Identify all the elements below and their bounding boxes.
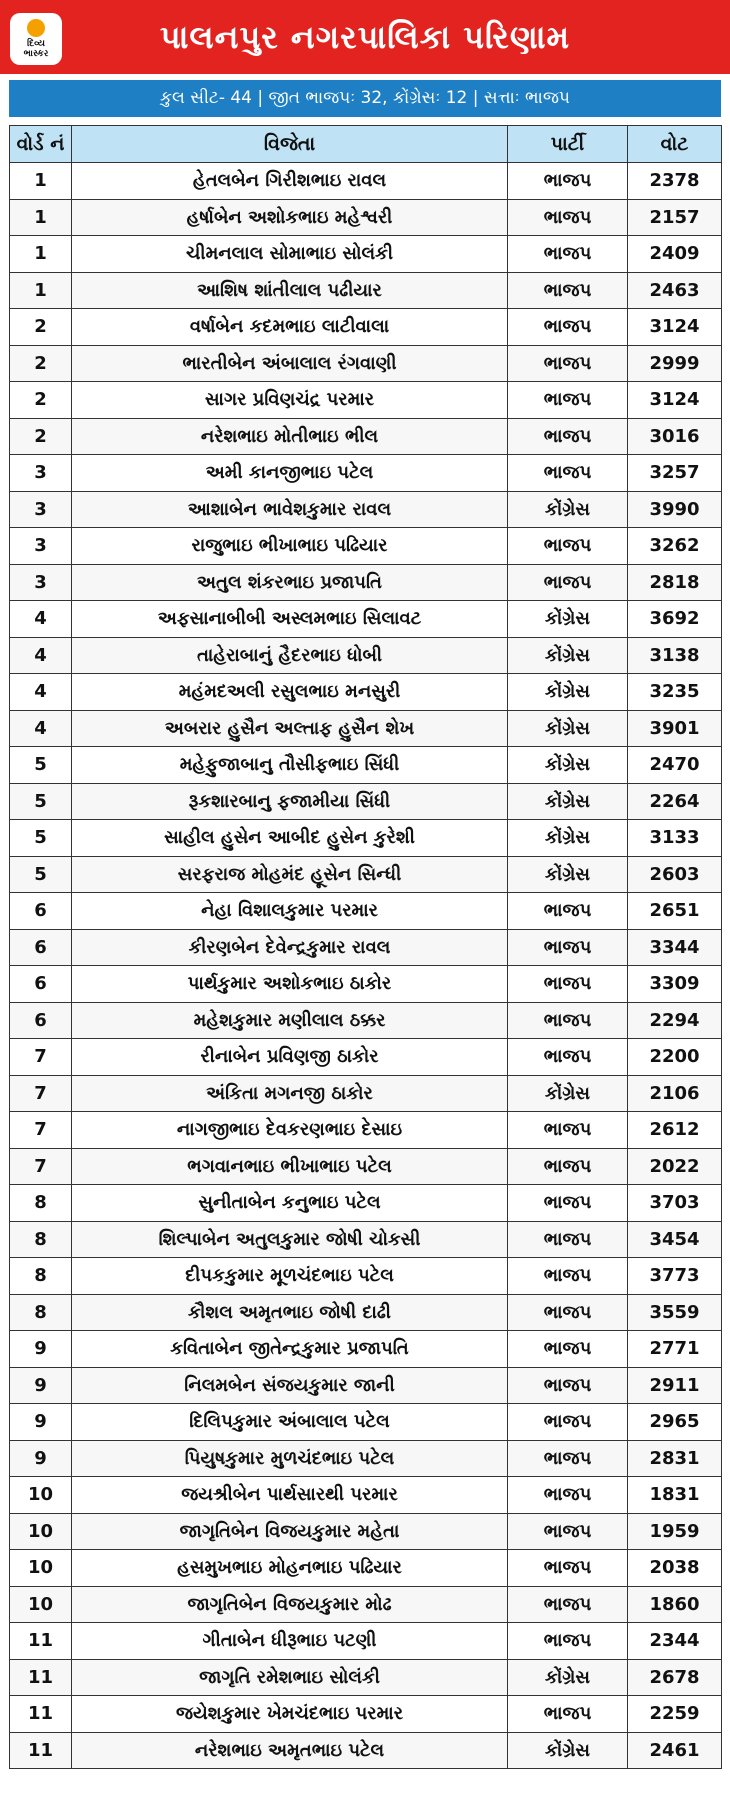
table-row [10,856,722,893]
table-row [10,345,722,382]
winner-name-cell: નરેશભાઇ મોતીભાઇ ભીલ [72,418,508,455]
winner-name-cell: નાગજીભાઇ દેવકરણભાઇ દેસાઇ [72,1112,508,1149]
party-cell: ભાજપ [508,1185,628,1222]
winner-name-cell: અફસાનાબીબી અસ્લમભાઇ સિલાવટ [72,601,508,638]
table-row [10,1221,722,1258]
winner-name-cell: કૌશલ અમૃતભાઇ જોષી દાઢી [72,1294,508,1331]
ward-no-cell: 10 [10,1550,72,1587]
party-cell: ભાજપ [508,309,628,346]
table-row [10,1440,722,1477]
party-cell: કોંગ્રેસ [508,491,628,528]
ward-no-cell: 6 [10,929,72,966]
votes-cell: 2259 [628,1696,722,1733]
winner-name-cell: મહેશકુમાર મણીલાલ ઠક્કર [72,1002,508,1039]
ward-no-cell: 1 [10,163,72,200]
table-row [10,272,722,309]
table-row [10,199,722,236]
party-cell: કોંગ્રેસ [508,1732,628,1769]
winner-name-cell: કીરણબેન દેવેન્દ્રકુમાર રાવલ [72,929,508,966]
winner-name-cell: નરેશભાઇ અમૃતભાઇ પટેલ [72,1732,508,1769]
votes-cell: 2831 [628,1440,722,1477]
ward-no-cell: 7 [10,1039,72,1076]
votes-cell: 2470 [628,747,722,784]
ward-no-cell: 8 [10,1258,72,1295]
party-cell: ભાજપ [508,1112,628,1149]
logo-text-line2: ભાસ્કર [23,49,49,59]
table-row [10,528,722,565]
votes-cell: 3901 [628,710,722,747]
winner-name-cell: ભારતીબેન અંબાલાલ રંગવાણી [72,345,508,382]
votes-cell: 3559 [628,1294,722,1331]
winner-name-cell: ચીમનલાલ સોમાભાઇ સોલંકી [72,236,508,273]
votes-cell: 2344 [628,1623,722,1660]
votes-cell: 2678 [628,1659,722,1696]
votes-cell: 3262 [628,528,722,565]
table-row [10,674,722,711]
winner-name-cell: ભગવાનભાઇ ભીખાભાઇ પટેલ [72,1148,508,1185]
winner-name-cell: હેતલબેન ગિરીશભાઇ રાવલ [72,163,508,200]
winner-name-cell: સાગર પ્રવિણચંદ્ર પરમાર [72,382,508,419]
votes-cell: 2409 [628,236,722,273]
party-cell: ભાજપ [508,272,628,309]
header-ward-no: વોર્ડ નં [10,126,72,163]
votes-cell: 2264 [628,783,722,820]
table-row [10,309,722,346]
table-row [10,455,722,492]
winner-name-cell: મહંમદઅલી રસુલભાઇ મનસુરી [72,674,508,711]
winner-name-cell: શિલ્પાબેન અતુલકુમાર જોષી ચોકસી [72,1221,508,1258]
votes-cell: 2911 [628,1367,722,1404]
party-cell: કોંગ્રેસ [508,601,628,638]
party-cell: ભાજપ [508,1550,628,1587]
party-cell: ભાજપ [508,1258,628,1295]
votes-cell: 3990 [628,491,722,528]
winner-name-cell: અંકિતા મગનજી ઠાકોર [72,1075,508,1112]
winner-name-cell: અમી કાનજીભાઇ પટેલ [72,455,508,492]
table-row [10,418,722,455]
winner-name-cell: જાગૃતિ રમેશભાઇ સોલંકી [72,1659,508,1696]
party-cell: કોંગ્રેસ [508,1075,628,1112]
table-row [10,564,722,601]
party-cell: કોંગ્રેસ [508,674,628,711]
votes-cell: 2038 [628,1550,722,1587]
ward-no-cell: 9 [10,1440,72,1477]
table-row [10,1258,722,1295]
party-cell: ભાજપ [508,1039,628,1076]
winner-name-cell: વર્ષાબેન કદમભાઇ લાટીવાલા [72,309,508,346]
table-row [10,601,722,638]
table-row [10,1623,722,1660]
table-row [10,1404,722,1441]
page-title: પાલનપુર નગરપાલિકા પરિણામ [159,18,571,56]
party-cell: ભાજપ [508,163,628,200]
ward-no-cell: 8 [10,1221,72,1258]
party-cell: ભાજપ [508,966,628,1003]
winner-name-cell: હસમુખભાઇ મોહનભાઇ પઢિયાર [72,1550,508,1587]
winner-name-cell: સાહીલ હુસેન આબીદ હુસેન કુરેશી [72,820,508,857]
ward-no-cell: 1 [10,236,72,273]
winner-name-cell: દીપકકુમાર મૂળચંદભાઇ પટેલ [72,1258,508,1295]
votes-cell: 2771 [628,1331,722,1368]
party-cell: ભાજપ [508,1404,628,1441]
table-row [10,747,722,784]
ward-no-cell: 11 [10,1696,72,1733]
ward-no-cell: 3 [10,528,72,565]
party-cell: ભાજપ [508,418,628,455]
votes-cell: 2651 [628,893,722,930]
party-cell: કોંગ્રેસ [508,637,628,674]
party-cell: ભાજપ [508,1367,628,1404]
table-row [10,1732,722,1769]
ward-no-cell: 8 [10,1294,72,1331]
winner-name-cell: નેહા વિશાલકુમાર પરમાર [72,893,508,930]
winner-name-cell: જાગૃતિબેન વિજયકુમાર મોઢ [72,1586,508,1623]
winner-name-cell: અતુલ શંકરભાઇ પ્રજાપતિ [72,564,508,601]
table-row [10,1294,722,1331]
ward-no-cell: 9 [10,1404,72,1441]
party-cell: ભાજપ [508,1148,628,1185]
party-cell: ભાજપ [508,345,628,382]
party-cell: ભાજપ [508,1696,628,1733]
ward-no-cell: 6 [10,1002,72,1039]
table-row [10,1586,722,1623]
ward-no-cell: 7 [10,1112,72,1149]
ward-no-cell: 2 [10,418,72,455]
ward-no-cell: 3 [10,455,72,492]
votes-cell: 3692 [628,601,722,638]
party-cell: ભાજપ [508,1002,628,1039]
table-row [10,966,722,1003]
table-row [10,1002,722,1039]
table-row [10,820,722,857]
ward-no-cell: 3 [10,564,72,601]
party-cell: ભાજપ [508,455,628,492]
votes-cell: 3773 [628,1258,722,1295]
votes-cell: 2200 [628,1039,722,1076]
table-row [10,1367,722,1404]
ward-no-cell: 1 [10,199,72,236]
party-cell: કોંગ્રેસ [508,856,628,893]
table-row [10,1550,722,1587]
table-row [10,710,722,747]
ward-no-cell: 11 [10,1732,72,1769]
winner-name-cell: આશાબેન ભાવેશકુમાર રાવલ [72,491,508,528]
ward-no-cell: 3 [10,491,72,528]
table-row [10,1477,722,1514]
party-cell: ભાજપ [508,1623,628,1660]
votes-cell: 3309 [628,966,722,1003]
party-cell: કોંગ્રેસ [508,1659,628,1696]
winner-name-cell: જયેશકુમાર ખેમચંદભાઇ પરમાર [72,1696,508,1733]
votes-cell: 2999 [628,345,722,382]
winner-name-cell: પિયુષકુમાર મુળચંદભાઇ પટેલ [72,1440,508,1477]
ward-no-cell: 7 [10,1075,72,1112]
winner-name-cell: આશિષ શાંતીલાલ પઢીયાર [72,272,508,309]
votes-cell: 3257 [628,455,722,492]
votes-cell: 2157 [628,199,722,236]
table-row [10,1513,722,1550]
party-cell: ભાજપ [508,1221,628,1258]
votes-cell: 1831 [628,1477,722,1514]
ward-no-cell: 11 [10,1623,72,1660]
header-party: પાર્ટી [508,126,628,163]
table-row [10,637,722,674]
votes-cell: 2294 [628,1002,722,1039]
votes-cell: 1959 [628,1513,722,1550]
party-cell: કોંગ્રેસ [508,783,628,820]
votes-cell: 3138 [628,637,722,674]
winner-name-cell: રાજુભાઇ ભીખાભાઇ પઢિયાર [72,528,508,565]
ward-no-cell: 4 [10,601,72,638]
party-cell: ભાજપ [508,1331,628,1368]
winner-name-cell: રૂકશારબાનુ ફજામીયા સિંધી [72,783,508,820]
votes-cell: 3454 [628,1221,722,1258]
header-winner: વિજેતા [72,126,508,163]
votes-cell: 2461 [628,1732,722,1769]
votes-cell: 2612 [628,1112,722,1149]
ward-no-cell: 2 [10,345,72,382]
logo-text-line1: દિવ્ય [27,39,45,49]
votes-cell: 3016 [628,418,722,455]
ward-no-cell: 1 [10,272,72,309]
votes-cell: 3124 [628,382,722,419]
party-cell: ભાજપ [508,1477,628,1514]
party-cell: ભાજપ [508,1513,628,1550]
votes-cell: 2106 [628,1075,722,1112]
header-banner [0,0,730,74]
winner-name-cell: મહેફુજાબાનુ તૌસીફભાઇ સિંધી [72,747,508,784]
table-row [10,491,722,528]
ward-no-cell: 6 [10,893,72,930]
ward-no-cell: 4 [10,674,72,711]
ward-no-cell: 5 [10,820,72,857]
party-cell: કોંગ્રેસ [508,820,628,857]
ward-no-cell: 11 [10,1659,72,1696]
winner-name-cell: સરફરાજ મોહમંદ હૂસેન સિન્ધી [72,856,508,893]
table-row [10,236,722,273]
votes-cell: 3344 [628,929,722,966]
party-cell: ભાજપ [508,199,628,236]
votes-cell: 2022 [628,1148,722,1185]
winner-name-cell: કવિતાબેન જીતેન્દ્રકુમાર પ્રજાપતિ [72,1331,508,1368]
table-row [10,1696,722,1733]
summary-bar: કુલ સીટ- 44 | જીત ભાજપઃ 32, કોંગ્રેસઃ 12 | સત્તાઃ ભાજપ [9,80,721,117]
party-cell: ભાજપ [508,1440,628,1477]
ward-no-cell: 10 [10,1513,72,1550]
ward-no-cell: 8 [10,1185,72,1222]
table-row [10,1659,722,1696]
ward-no-cell: 2 [10,309,72,346]
party-cell: ભાજપ [508,1586,628,1623]
ward-no-cell: 10 [10,1477,72,1514]
party-cell: ભાજપ [508,564,628,601]
winner-name-cell: પાર્થકુમાર અશોકભાઇ ઠાકોર [72,966,508,1003]
results-table [9,125,722,1769]
votes-cell: 3235 [628,674,722,711]
winner-name-cell: ગીતાબેન ધીરૂભાઇ પટણી [72,1623,508,1660]
party-cell: ભાજપ [508,1294,628,1331]
table-row [10,1112,722,1149]
party-cell: ભાજપ [508,528,628,565]
party-cell: કોંગ્રેસ [508,747,628,784]
winner-name-cell: જયશ્રીબેન પાર્થસારથી પરમાર [72,1477,508,1514]
header-votes: વોટ [628,126,722,163]
ward-no-cell: 2 [10,382,72,419]
votes-cell: 3133 [628,820,722,857]
votes-cell: 2603 [628,856,722,893]
winner-name-cell: હર્ષાબેન અશોકભાઇ મહેશ્વરી [72,199,508,236]
winner-name-cell: દિલિપકુમાર અંબાલાલ પટેલ [72,1404,508,1441]
table-row [10,1185,722,1222]
winner-name-cell: રીનાબેન પ્રવિણજી ઠાકોર [72,1039,508,1076]
ward-no-cell: 7 [10,1148,72,1185]
votes-cell: 2965 [628,1404,722,1441]
winner-name-cell: સુનીતાબેન કનુભાઇ પટેલ [72,1185,508,1222]
votes-cell: 2463 [628,272,722,309]
ward-no-cell: 5 [10,783,72,820]
party-cell: ભાજપ [508,382,628,419]
votes-cell: 2378 [628,163,722,200]
table-row [10,893,722,930]
ward-no-cell: 5 [10,856,72,893]
table-row [10,1075,722,1112]
votes-cell: 2818 [628,564,722,601]
table-row [10,783,722,820]
table-row [10,1039,722,1076]
ward-no-cell: 9 [10,1367,72,1404]
ward-no-cell: 4 [10,710,72,747]
ward-no-cell: 5 [10,747,72,784]
table-header-row [10,126,722,163]
ward-no-cell: 9 [10,1331,72,1368]
table-row [10,382,722,419]
party-cell: ભાજપ [508,236,628,273]
party-cell: ભાજપ [508,929,628,966]
ward-no-cell: 10 [10,1586,72,1623]
winner-name-cell: અબરાર હુસૈન અલ્તાફ હુસૈન શેખ [72,710,508,747]
winner-name-cell: જાગૃતિબેન વિજયકુમાર મહેતા [72,1513,508,1550]
ward-no-cell: 6 [10,966,72,1003]
party-cell: ભાજપ [508,893,628,930]
winner-name-cell: તાહેરાબાનું હૈદરભાઇ ધોબી [72,637,508,674]
votes-cell: 1860 [628,1586,722,1623]
table-row [10,929,722,966]
table-row [10,1148,722,1185]
votes-cell: 3124 [628,309,722,346]
votes-cell: 3703 [628,1185,722,1222]
winner-name-cell: નિલમબેન સંજયકુમાર જાની [72,1367,508,1404]
table-row [10,1331,722,1368]
table-row [10,163,722,200]
ward-no-cell: 4 [10,637,72,674]
party-cell: કોંગ્રેસ [508,710,628,747]
